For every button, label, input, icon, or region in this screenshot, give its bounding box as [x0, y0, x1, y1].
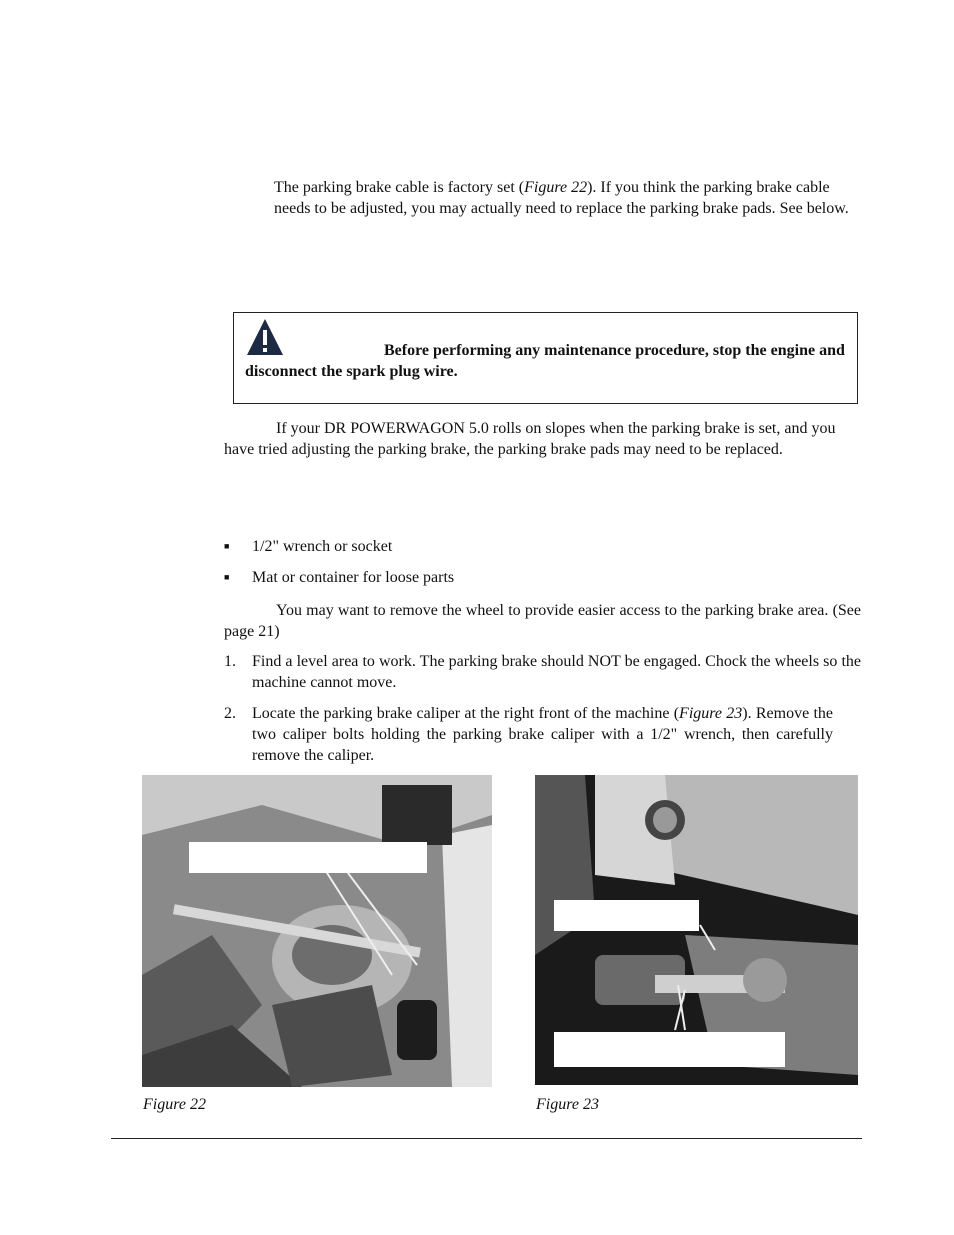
figure-23-photo	[535, 775, 858, 1085]
wheel-note-text: You may want to remove the wheel to provide easier access to the parking brake area. (See page 21)	[224, 602, 861, 640]
figure-22-callout-label	[189, 842, 427, 873]
bullet-icon: ■	[224, 541, 230, 551]
step-number: 2.	[224, 705, 236, 722]
tool-item-text: Mat or container for loose parts	[252, 569, 455, 586]
figure-22-photo	[142, 775, 492, 1087]
warning-text: Before performing any maintenance procedure, stop the engine and disconnect the spark plug wire.	[245, 342, 845, 380]
bullet-icon: ■	[224, 572, 230, 582]
figure-23-callout-label-top	[554, 900, 699, 931]
figure-23-caption: Figure 23	[536, 1096, 599, 1113]
wheel-note-paragraph	[224, 600, 861, 642]
step-text: Find a level area to work. The parking brake should NOT be engaged. Chock the wheels so the machine cannot move.	[252, 653, 861, 691]
figure-23-reference: Figure 23	[679, 705, 743, 722]
adjust-paragraph	[274, 177, 864, 219]
figure-23-callout-label-bottom	[554, 1032, 785, 1067]
footer-divider	[111, 1138, 862, 1139]
tool-item-text: 1/2" wrench or socket	[252, 538, 393, 555]
step-text: Locate the parking brake caliper at the right front of the machine (Figure 23). Remove the two caliper bolts holding the parking brake caliper with a 1/2" wrench, then carefully remove the caliper.	[252, 705, 834, 764]
figure-22-reference: Figure 22	[524, 179, 588, 196]
replace-intro-text: If your DR POWERWAGON 5.0 rolls on slopes when the parking brake is set, and you have tried adjusting the parking brake, the parking brake pads may need to be replaced.	[224, 420, 836, 458]
figure-22-caption: Figure 22	[143, 1096, 206, 1113]
step-number: 1.	[224, 653, 236, 670]
adjust-text-start: The parking brake cable is factory set (	[274, 179, 525, 196]
replace-intro-paragraph	[224, 418, 836, 460]
adjust-text-end: ). If you think the parking brake cable needs to be adjusted, you may actually need to replace the parking brake pads. See below.	[274, 179, 849, 217]
